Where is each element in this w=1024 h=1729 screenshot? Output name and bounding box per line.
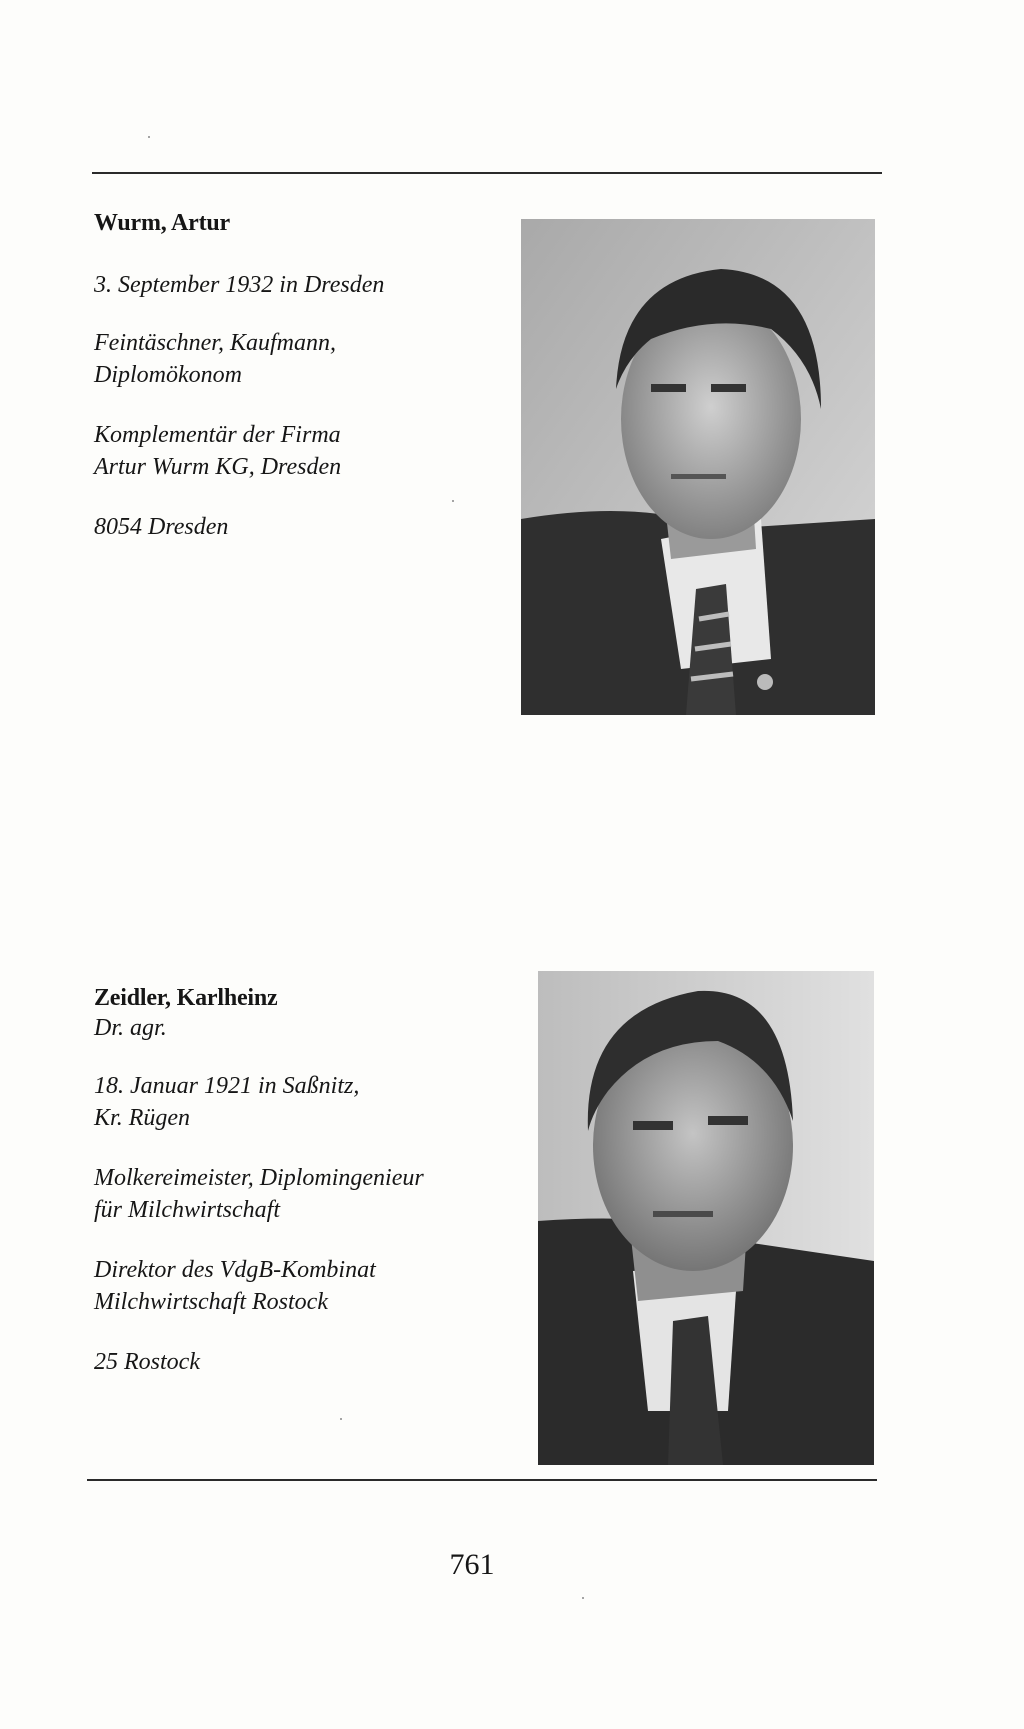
scan-speck [582, 1597, 584, 1599]
scan-speck [452, 500, 454, 502]
bottom-rule [87, 1479, 877, 1481]
page-number: 761 [449, 1548, 495, 1581]
entry-name: Wurm, Artur [94, 210, 231, 236]
scan-speck [340, 1418, 342, 1420]
entry-birth: 18. Januar 1921 in Saßnitz, Kr. Rügen [94, 1073, 360, 1131]
entry-address: 8054 Dresden [94, 514, 229, 540]
entry-birth: 3. September 1932 in Dresden [94, 272, 385, 298]
entry-position: Direktor des VdgB-Kombinat Milchwirtschaft Rostock [94, 1257, 376, 1315]
entry-position: Komplementär der Firma Artur Wurm KG, Dresden [94, 422, 342, 480]
entry-occupation: Feintäschner, Kaufmann, Diplomökonom [94, 330, 336, 388]
portrait-photo-wurm [521, 219, 875, 715]
scan-speck [148, 136, 150, 138]
top-rule [92, 172, 882, 174]
portrait-photo-zeidler [538, 971, 874, 1465]
entry-title: Dr. agr. [94, 1015, 167, 1041]
entry-occupation: Molkereimeister, Diplomingenieur für Milchwirtschaft [94, 1165, 424, 1223]
entry-wurm [94, 210, 494, 543]
entry-address: 25 Rostock [94, 1349, 200, 1375]
entry-zeidler [94, 985, 534, 1378]
entry-name: Zeidler, Karlheinz [94, 985, 278, 1011]
